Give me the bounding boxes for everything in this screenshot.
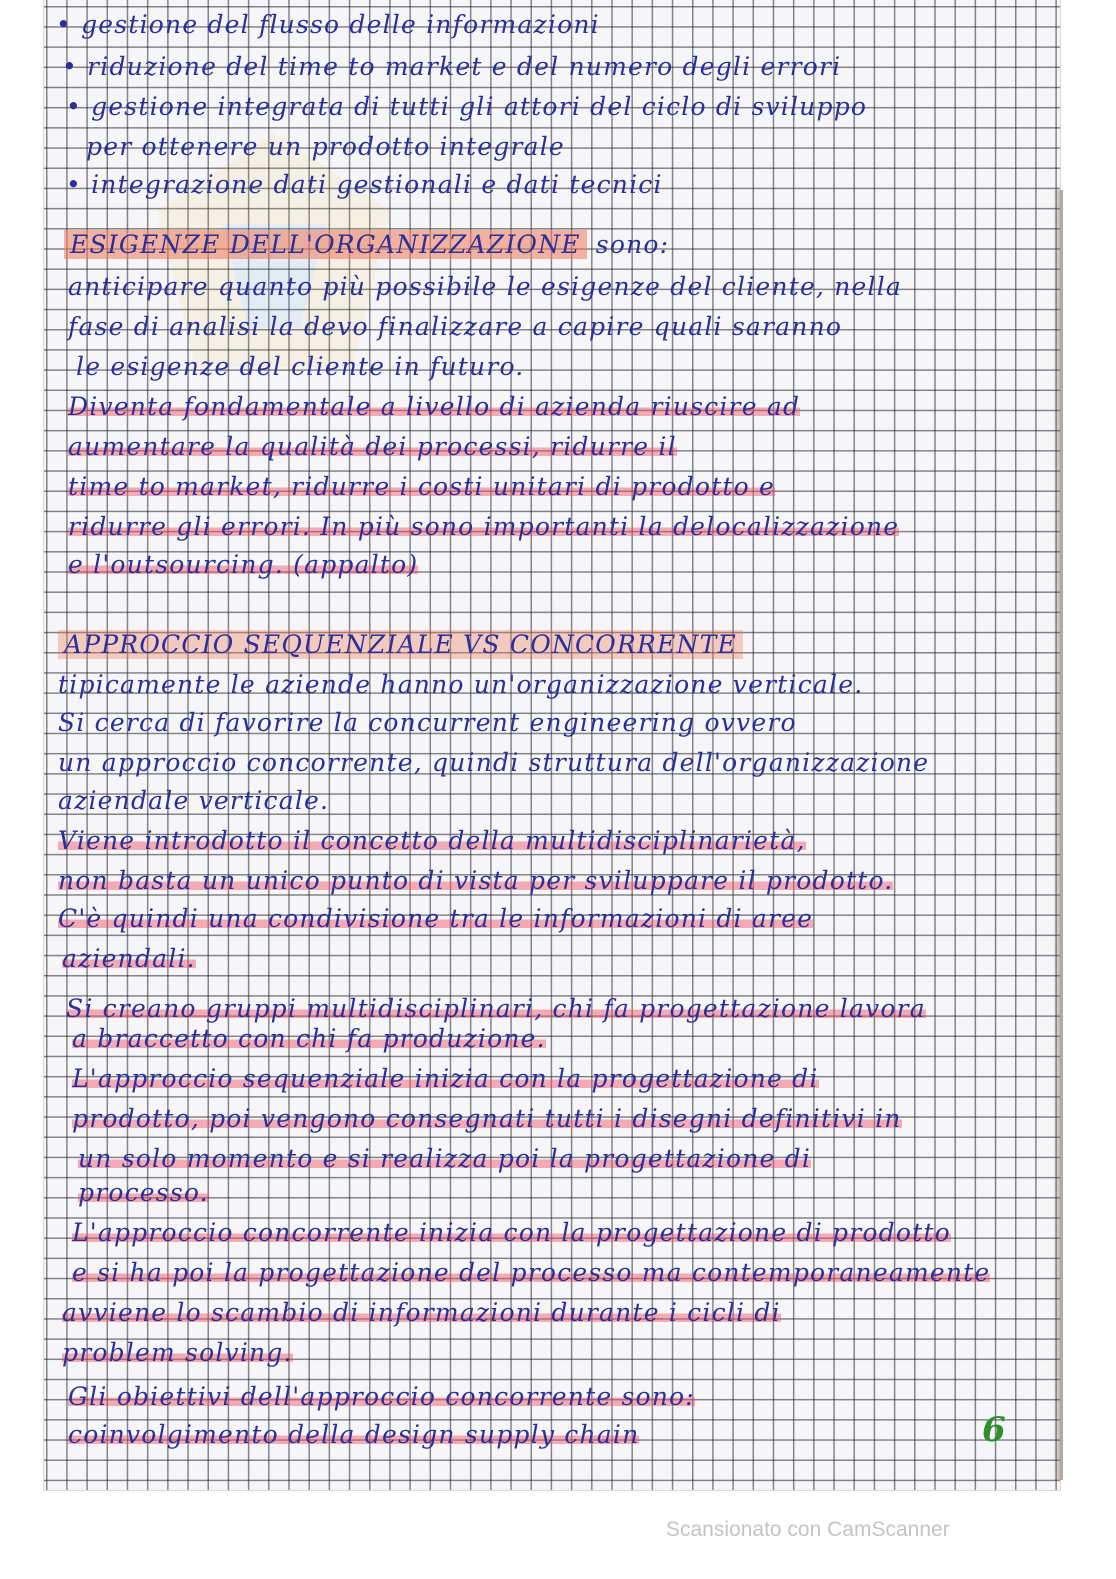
section-title: APPROCCIO SEQUENZIALE VS CONCORRENTE — [58, 630, 743, 659]
bullet-item: • integrazione dati gestionali e dati tecnici — [66, 170, 663, 199]
text-line: le esigenze del cliente in futuro. — [76, 352, 525, 381]
bullet-item: • gestione del flusso delle informazioni — [56, 10, 600, 39]
text-line: Si cerca di favorire la concurrent engineering ovvero — [58, 708, 797, 737]
highlighted-line: processo. — [78, 1178, 209, 1207]
section-title: ESIGENZE DELL'ORGANIZZAZIONE — [64, 230, 587, 259]
highlighted-line: Si creano gruppi multidisciplinari, chi fa progettazione lavora — [66, 994, 926, 1023]
highlighted-line: ridurre gli errori. In più sono importanti la delocalizzazione — [68, 512, 900, 541]
highlighted-line: L'approccio concorrente inizia con la progettazione di prodotto — [72, 1218, 951, 1247]
highlighted-line: L'approccio sequenziale inizia con la progettazione di — [72, 1064, 819, 1093]
highlighted-line: time to market, ridurre i costi unitari di prodotto e — [68, 472, 776, 501]
text-line: un approccio concorrente, quindi struttura dell'organizzazione — [58, 748, 930, 777]
highlighted-line: a braccetto con chi fa produzione. — [72, 1024, 546, 1053]
bullet-item: • riduzione del time to market e del numero degli errori — [62, 52, 842, 81]
highlighted-line: e si ha poi la progettazione del processo ma contemporaneamente — [72, 1258, 991, 1287]
bullet-item: • gestione integrata di tutti gli attori del ciclo di sviluppo — [66, 92, 868, 121]
highlighted-line: Viene introdotto il concetto della multidisciplinarietà, — [58, 826, 806, 855]
scanner-footer: Scansionato con CamScanner — [666, 1518, 950, 1541]
highlighted-line: aumentare la qualità dei processi, ridurre il — [68, 432, 677, 461]
highlighted-line: non basta un unico punto di vista per sviluppare il prodotto. — [58, 866, 894, 895]
highlighted-line: prodotto, poi vengono consegnati tutti i disegni definitivi in — [72, 1104, 902, 1133]
highlighted-line: Diventa fondamentale a livello di azienda riuscire ad — [68, 392, 801, 421]
page-number: 6 — [982, 1410, 1006, 1450]
text-line: fase di analisi la devo finalizzare a capire quali saranno — [68, 312, 843, 341]
highlighted-line: Gli obiettivi dell'approccio concorrente sono: — [68, 1382, 695, 1411]
bullet-item-continuation: per ottenere un prodotto integrale — [86, 132, 565, 161]
text-line: aziendale verticale. — [58, 786, 330, 815]
highlighted-line: avviene lo scambio di informazioni durante i cicli di — [62, 1298, 781, 1327]
highlighted-line: coinvolgimento della design supply chain — [68, 1420, 640, 1449]
highlighted-line: problem solving. — [62, 1338, 293, 1367]
highlighted-line: e l'outsourcing. (appalto) — [68, 550, 419, 579]
highlighted-line: aziendali. — [62, 944, 196, 973]
highlighted-line: un solo momento e si realizza poi la progettazione di — [78, 1144, 812, 1173]
section-heading — [64, 230, 669, 260]
section-title-suffix: sono: — [595, 230, 670, 259]
highlighted-line: C'è quindi una condivisione tra le informazioni di aree — [58, 904, 814, 933]
text-line: tipicamente le aziende hanno un'organizzazione verticale. — [58, 670, 864, 699]
text-line: anticipare quanto più possibile le esigenze del cliente, nella — [68, 272, 903, 301]
section-heading — [58, 630, 743, 660]
